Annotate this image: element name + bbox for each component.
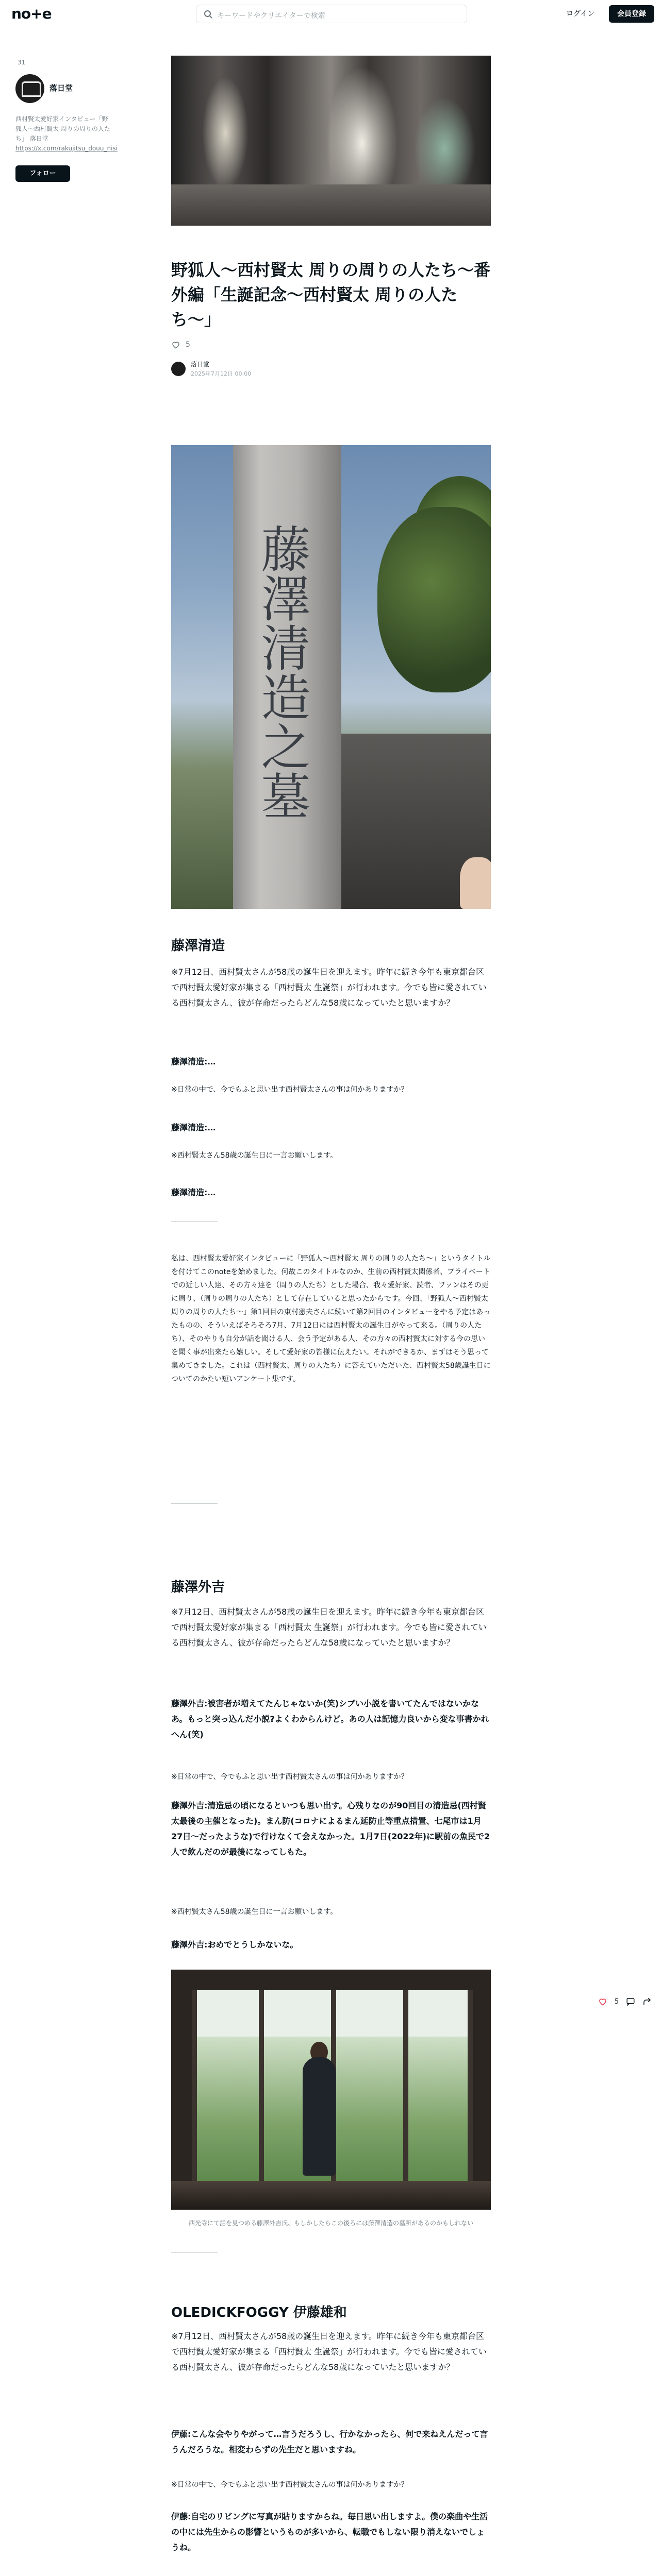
publish-date: 2025年7月12日 00:00: [191, 370, 252, 377]
divider: [171, 1221, 218, 1222]
window-photo-caption: 西光寺にて話を見つめる藤澤外吉氏、もしかしたらこの後ろには藤澤清造の墓所があるのかもしれない: [188, 2219, 473, 2227]
creator-name[interactable]: 落日堂: [49, 83, 73, 93]
intro-body: 私は、西村賢太愛好家インタビューに「野狐人〜西村賢太 周りの周りの人たち〜」というタイトルを付けてこのnoteを始めました。何故このタイトルなのか、生前の西村賢太関係者、プライベートでの近しい人達、その方々達を（周りの人たち）とした場合、我々愛好家、読者、ファンはその更に周り、（周りの周りの人たち）として存在していると思ったからです。今回、「野狐人〜西村賢太 周りの周りの人たち〜」第1回目の東村憲夫さんに続いて第2回目のインタビューをやる予定はあったものの、そういえばそろそろ7月、7月12日には西村賢太の誕生日がやって来る。（周りの人たち）、そのやりも自分が話を聞ける人、会う予定がある人、その方々の西村賢太に対する今の思いを聞く事が出来たら嬉しい。そして愛好家の皆様に伝えたい。それができるか、まずはそう思って集めてきました。これは（西村賢太、周りの人たち）に答えていただいた、西村賢太58歳誕生日についてのかたい短いアンケート集です。: [171, 1255, 491, 1383]
section1-intro: ※7月12日、西村賢太さんが58歳の誕生日を迎えます。昨年に続き今年も東京都台区で西村賢太愛好家が集まる「西村賢太 生誕祭」が行われます。今でも皆に愛されている西村賢太さん、彼が存命だったらどんな58歳になっていたと思いますか？: [171, 967, 487, 1008]
grave-inscription: 藤澤清造之墓: [253, 523, 311, 820]
section1-answer2: 藤澤清造:…: [171, 1123, 216, 1132]
section1-note2: ※西村賢太さん58歳の誕生日に一言お願いします。: [171, 1151, 338, 1160]
search-icon: [204, 10, 213, 19]
divider: [171, 1503, 218, 1504]
search-placeholder: キーワードやクリエイターで検索: [217, 12, 325, 20]
section-heading-fujisawa-sotokichi: 藤澤外吉: [171, 1580, 225, 1595]
floating-like-count: 5: [615, 1997, 619, 2006]
section2-note1: ※日常の中で、今でもふと思い出す西村賢太さんの事は何かありますか？: [171, 1773, 408, 1781]
divider: [171, 2252, 218, 2253]
like-row: [171, 340, 491, 349]
register-button[interactable]: 会員登録: [609, 5, 654, 23]
section3-answer2: 伊藤:自宅のリビングに写真が貼りますからね。毎日思い出しますよ。僕の楽曲や生活の中には先生からの影響というものが多いから、転職でもしない限り消えないでしょうね。: [171, 2512, 488, 2552]
creator-avatar[interactable]: [15, 74, 44, 103]
section3-answer1: 伊藤:こんな会やりやがって…言うだろうし、行かなかったら、何で来ねえんだって言うんだろうな。相変わらずの先生だと思いますね。: [171, 2429, 488, 2454]
author-avatar[interactable]: [171, 362, 186, 376]
top-navigation-bar: [0, 0, 662, 28]
creator-link[interactable]: https://x.com/rakujitsu_douu_nisi: [15, 145, 118, 152]
section2-note2: ※西村賢太さん58歳の誕生日に一言お願いします。: [171, 1908, 338, 1916]
share-icon[interactable]: [642, 1997, 652, 2006]
section1-note1: ※日常の中で、今でもふと思い出す西村賢太さんの事は何かありますか？: [171, 1086, 408, 1094]
creator-bio: 西村賢太愛好家インタビュー「野狐人〜西村賢太 周りの周りの人たち」 落日堂: [15, 115, 110, 142]
article-title: 野狐人〜西村賢太 周りの周りの人たち〜番外編「生誕記念〜西村賢太 周りの人たち〜」: [171, 260, 491, 329]
section3-intro: ※7月12日、西村賢太さんが58歳の誕生日を迎えます。昨年に続き今年も東京都台区で西村賢太愛好家が集まる「西村賢太 生誕祭」が行われます。今でも皆に愛されている西村賢太さん、彼が存命だったらどんな58歳になっていたと思いますか？: [171, 2331, 487, 2372]
floating-action-bar: [598, 1997, 652, 2006]
section1-answer3: 藤澤清造:…: [171, 1188, 216, 1197]
section3-note1: ※日常の中で、今でもふと思い出す西村賢太さんの事は何かありますか？: [171, 2481, 408, 2489]
follow-label: フォロー: [29, 170, 56, 177]
section-heading-ito-yuwa: OLEDICKFOGGY 伊藤雄和: [171, 2305, 347, 2320]
search-box[interactable]: [196, 5, 467, 23]
section2-answer1: 藤澤外吉:被害者が増えてたんじゃないか(笑)シブい小説を書いてたんではないかなあ。もっと突っ込んだ小説?よくわからんけど。あの人は記憶力良いから変な事書かれへん(笑): [171, 1699, 489, 1739]
section1-answer1: 藤澤清造:…: [171, 1057, 216, 1066]
hero-image: [171, 56, 491, 226]
grave-photo: [171, 445, 491, 909]
section2-intro: ※7月12日、西村賢太さんが58歳の誕生日を迎えます。昨年に続き今年も東京都台区で西村賢太愛好家が集まる「西村賢太 生誕祭」が行われます。今でも皆に愛されている西村賢太さん、彼が存命だったらどんな58歳になっていたと思いますか？: [171, 1607, 487, 1648]
section2-answer3: 藤澤外吉:おめでとうしかないな。: [171, 1940, 299, 1950]
section-heading-fujisawa-seizo: 藤澤清造: [171, 938, 225, 954]
author-row: [171, 360, 491, 378]
window-photo: [171, 1970, 491, 2210]
sidebar-top-label: 31: [18, 59, 26, 66]
comment-icon[interactable]: [626, 1997, 635, 2006]
author-name[interactable]: 落日堂: [191, 361, 210, 368]
note-logo[interactable]: no+e: [11, 5, 52, 22]
follow-button[interactable]: [15, 165, 70, 182]
creator-card: [15, 74, 119, 182]
heart-icon[interactable]: [171, 340, 180, 349]
like-count: 5: [186, 341, 190, 349]
heart-icon[interactable]: [598, 1997, 607, 2006]
login-button[interactable]: ログイン: [566, 10, 595, 18]
section2-answer2: 藤澤外吉:清造忌の頃になるといつも思い出す。心残りなのが90回目の清造忌(西村賢太最後の主催となった)。まん防(コロナによるまん延防止等重点措置、七尾市は1月27日〜だったような)で行けなくて会えなかった。1月7日(2022年)に駅前の魚民で2人で飲んだのが最後になってしもた。: [171, 1801, 490, 1857]
